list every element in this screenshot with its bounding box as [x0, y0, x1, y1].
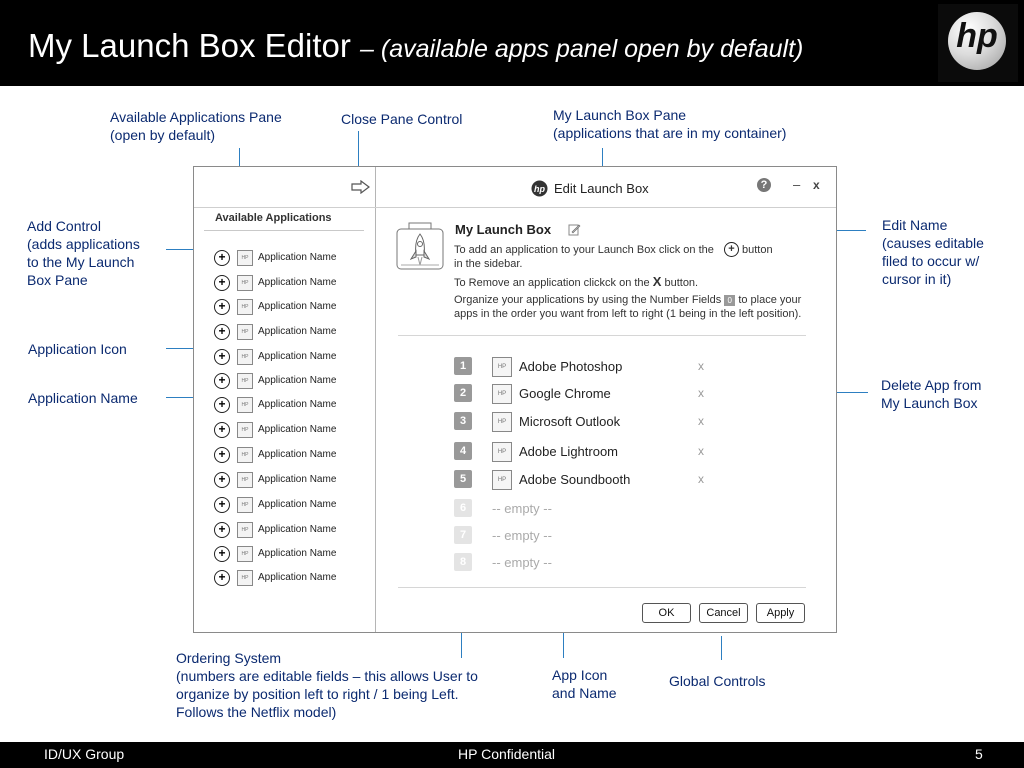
- application-icon: HP: [237, 522, 253, 538]
- launch-app-icon: HP: [492, 470, 512, 490]
- window-title: Edit Launch Box: [554, 181, 649, 196]
- note-close-pane: Close Pane Control: [341, 111, 463, 127]
- launch-app-icon: HP: [492, 357, 512, 377]
- application-icon: HP: [237, 275, 253, 291]
- order-number-field-empty[interactable]: 6: [454, 499, 472, 517]
- add-app-button[interactable]: +: [214, 250, 230, 266]
- add-app-button[interactable]: +: [214, 324, 230, 340]
- application-name: Application Name: [258, 252, 337, 263]
- application-icon: HP: [237, 422, 253, 438]
- note-global-controls: Global Controls: [669, 673, 766, 689]
- delete-app-button[interactable]: x: [698, 472, 704, 486]
- title-subtitle: – (available apps panel open by default): [360, 35, 804, 63]
- launch-app-icon: HP: [492, 384, 512, 404]
- add-app-button[interactable]: +: [214, 447, 230, 463]
- order-number-field[interactable]: 3: [454, 412, 472, 430]
- add-app-button[interactable]: +: [214, 546, 230, 562]
- note-app-icon: Application Icon: [28, 341, 127, 357]
- application-icon: HP: [237, 546, 253, 562]
- sidebar-title: Available Applications: [215, 212, 332, 224]
- application-icon: HP: [237, 250, 253, 266]
- footer-page-number: 5: [975, 746, 983, 762]
- line-global-controls: [721, 636, 722, 660]
- note-available-pane: Available Applications Pane (open by default): [110, 109, 282, 143]
- footer-group: ID/UX Group: [44, 746, 125, 762]
- edit-name-icon[interactable]: [568, 223, 581, 241]
- hp-small-logo-icon: [531, 180, 548, 202]
- minimize-button[interactable]: –: [793, 177, 801, 192]
- launch-app-name: Google Chrome: [519, 386, 611, 401]
- add-app-button[interactable]: +: [214, 522, 230, 538]
- application-name: Application Name: [258, 375, 337, 386]
- number-field-sample: 0: [724, 295, 735, 306]
- application-name: Application Name: [258, 499, 337, 510]
- launch-box-title: My Launch Box: [455, 222, 552, 237]
- footer-bar: [0, 742, 1024, 768]
- order-number-field[interactable]: 2: [454, 384, 472, 402]
- application-name: Application Name: [258, 277, 337, 288]
- plus-inline-icon: +: [724, 242, 739, 257]
- application-icon: HP: [237, 570, 253, 586]
- instruction-add-2: in the sidebar.: [454, 258, 523, 270]
- launch-app-name: Adobe Lightroom: [519, 444, 619, 459]
- add-app-button[interactable]: +: [214, 373, 230, 389]
- application-name: Application Name: [258, 301, 337, 312]
- add-app-button[interactable]: +: [214, 349, 230, 365]
- instruction-organize-2: apps in the order you want from left to right (1 being in the left position).: [454, 308, 802, 320]
- launch-app-icon: HP: [492, 412, 512, 432]
- application-icon: HP: [237, 472, 253, 488]
- close-window-button[interactable]: x: [813, 178, 820, 192]
- empty-slot-label: -- empty --: [492, 501, 552, 516]
- application-icon: HP: [237, 373, 253, 389]
- help-icon[interactable]: ?: [757, 178, 771, 192]
- add-app-button[interactable]: +: [214, 422, 230, 438]
- note-launch-box-pane: My Launch Box Pane (applications that are in my container): [553, 107, 787, 141]
- application-icon: HP: [237, 447, 253, 463]
- add-app-button[interactable]: +: [214, 397, 230, 413]
- application-name: Application Name: [258, 326, 337, 337]
- add-app-button[interactable]: +: [214, 497, 230, 513]
- add-app-button[interactable]: +: [214, 275, 230, 291]
- application-name: Application Name: [258, 449, 337, 460]
- cancel-button[interactable]: Cancel: [699, 603, 748, 623]
- launch-app-icon: HP: [492, 442, 512, 462]
- application-name: Application Name: [258, 474, 337, 485]
- application-name: Application Name: [258, 424, 337, 435]
- line-close-pane: [358, 131, 359, 171]
- application-icon: HP: [237, 497, 253, 513]
- application-name: Application Name: [258, 399, 337, 410]
- delete-app-button[interactable]: x: [698, 414, 704, 428]
- delete-app-button[interactable]: x: [698, 386, 704, 400]
- instruction-add: To add an application to your Launch Box click on the + button: [454, 243, 773, 256]
- empty-slot-label: -- empty --: [492, 528, 552, 543]
- note-delete-app: Delete App from My Launch Box: [881, 377, 982, 411]
- empty-slot-label: -- empty --: [492, 555, 552, 570]
- note-app-icon-name: App Icon and Name: [552, 667, 617, 701]
- order-number-field[interactable]: 4: [454, 442, 472, 460]
- instruction-organize: Organize your applications by using the Number Fields 0 to place your: [454, 294, 802, 306]
- hp-logo: hp: [938, 4, 1018, 82]
- slide-title: [28, 27, 803, 65]
- application-icon: HP: [237, 324, 253, 340]
- application-name: Application Name: [258, 548, 337, 559]
- svg-text:hp: hp: [534, 184, 545, 194]
- application-icon: HP: [237, 349, 253, 365]
- order-number-field-empty[interactable]: 8: [454, 553, 472, 571]
- add-app-button[interactable]: +: [214, 472, 230, 488]
- title-main: My Launch Box Editor: [28, 27, 351, 64]
- delete-app-button[interactable]: x: [698, 359, 704, 373]
- ok-button[interactable]: OK: [642, 603, 691, 623]
- edit-launch-box-window: [193, 166, 837, 633]
- order-number-field[interactable]: 1: [454, 357, 472, 375]
- rocket-box-icon: [395, 219, 445, 276]
- instruction-remove: To Remove an application clickck on the X button.: [454, 274, 699, 289]
- x-inline-icon: X: [652, 274, 662, 289]
- launch-app-name: Microsoft Outlook: [519, 414, 621, 429]
- close-pane-arrow-icon[interactable]: [351, 180, 371, 199]
- note-ordering: Ordering System (numbers are editable fields – this allows User to organize by position left to right / 1 being Left. Follows the Netflix model): [176, 650, 478, 720]
- launch-app-name: Adobe Soundbooth: [519, 472, 631, 487]
- footer-confidential: HP Confidential: [458, 746, 556, 762]
- order-number-field-empty[interactable]: 7: [454, 526, 472, 544]
- note-add-control: Add Control (adds applications to the My Launch Box Pane: [27, 218, 140, 288]
- order-number-field[interactable]: 5: [454, 470, 472, 488]
- application-name: Application Name: [258, 351, 337, 362]
- apply-button[interactable]: Apply: [756, 603, 805, 623]
- note-edit-name: Edit Name (causes editable filed to occur w/ cursor in it): [882, 217, 984, 287]
- delete-app-button[interactable]: x: [698, 444, 704, 458]
- application-name: Application Name: [258, 524, 337, 535]
- application-icon: HP: [237, 299, 253, 315]
- application-icon: HP: [237, 397, 253, 413]
- add-app-button[interactable]: +: [214, 570, 230, 586]
- application-name: Application Name: [258, 572, 337, 583]
- add-app-button[interactable]: +: [214, 299, 230, 315]
- note-app-name: Application Name: [28, 390, 138, 406]
- launch-app-name: Adobe Photoshop: [519, 359, 623, 374]
